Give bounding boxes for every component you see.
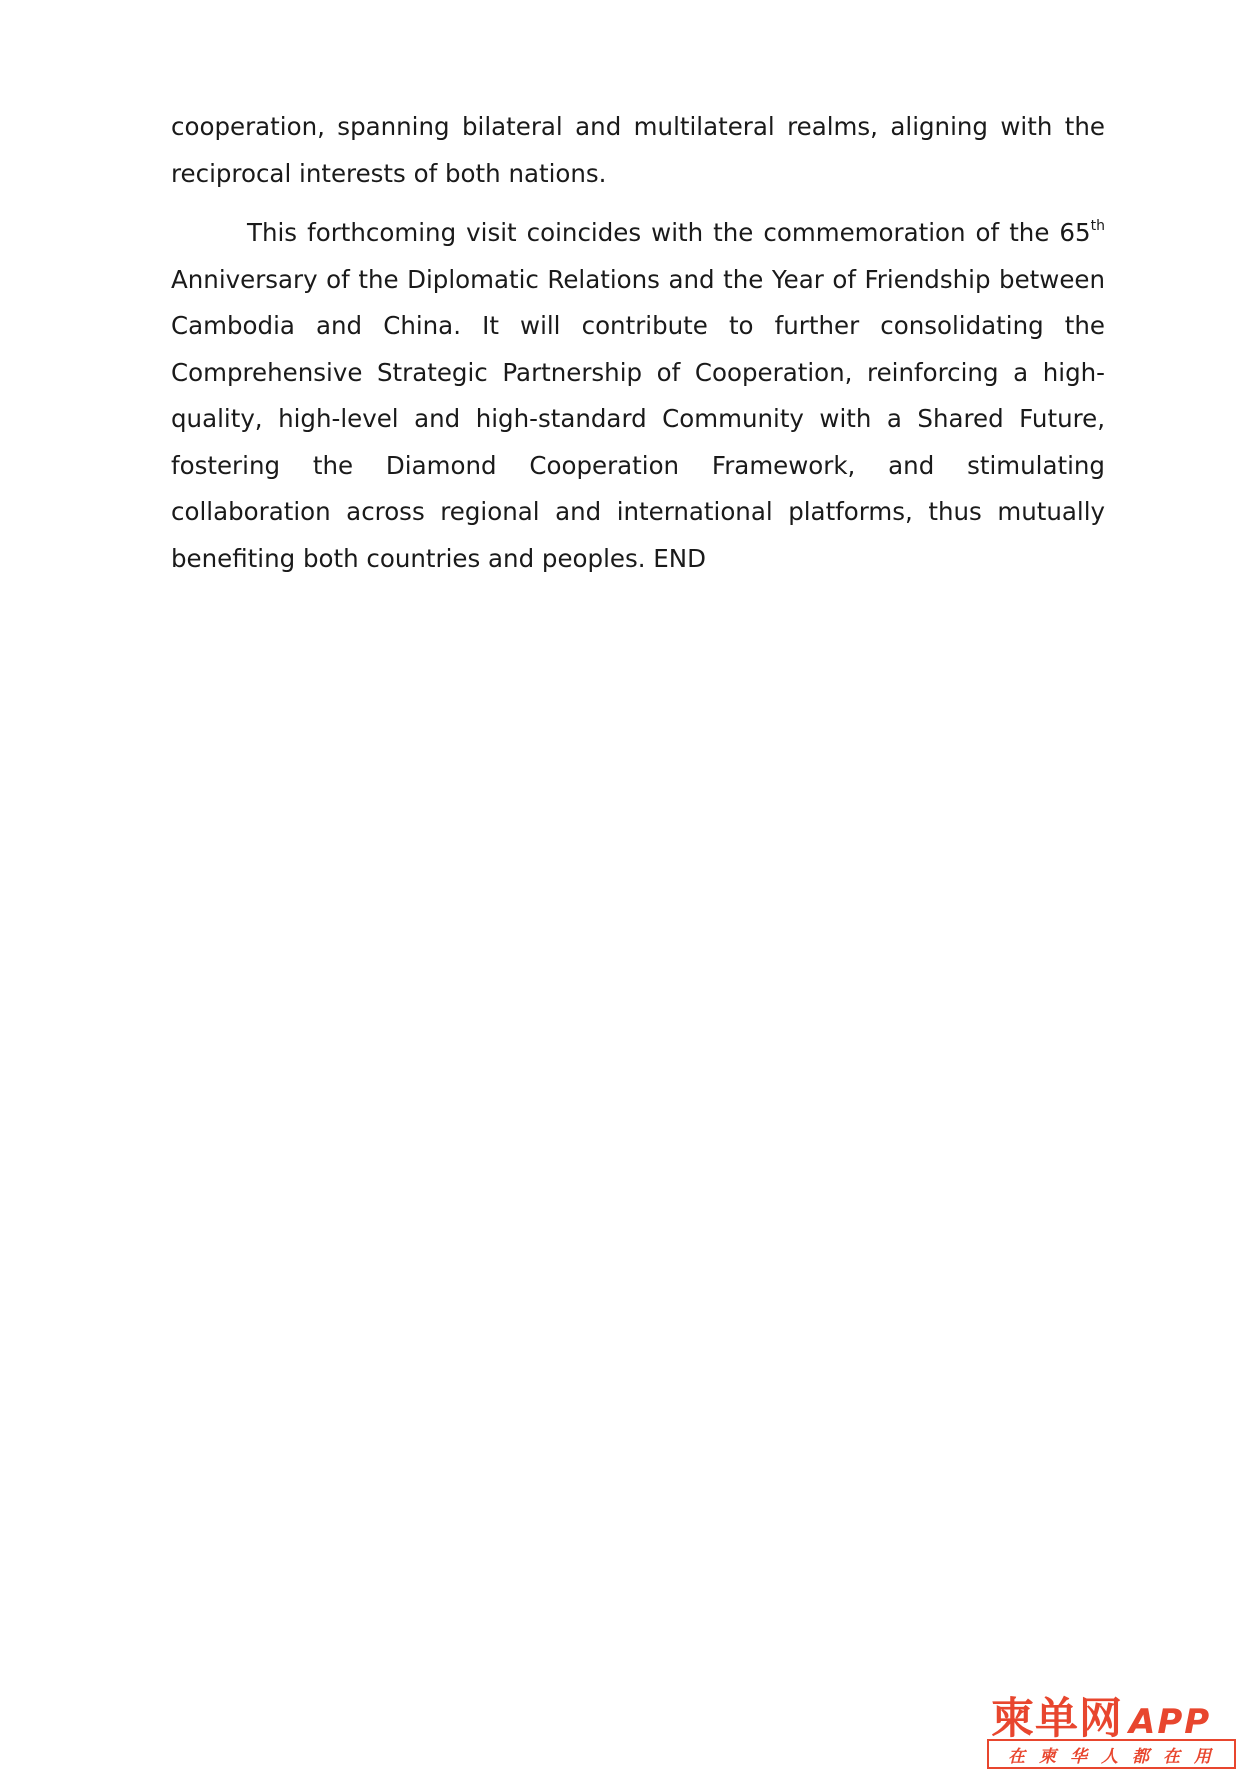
paragraph-continuation: cooperation, spanning bilateral and multilateral realms, aligning with the reciprocal interests of both nations. [171,112,1105,188]
app-watermark-logo [987,1683,1242,1775]
ordinal-superscript: th [1090,217,1105,234]
paragraph-visit [171,210,1105,582]
watermark-brand: 柬单网 [991,1694,1123,1744]
watermark-app-label: APP [1129,1702,1212,1742]
document-body [171,104,1105,582]
watermark-slogan-box [987,1739,1236,1769]
watermark-slogan: 在柬华人都在用 [1008,1746,1225,1767]
paragraph-visit-text-end: Anniversary of the Diplomatic Relations and the Year of Friendship between Cambodia and China. It will contribute to further consolidating the Comprehensive Strategic Partnership of Cooperation, reinforcing a high-quality, high-level and high-standard Community with a Shared Future, fostering the Diamond Cooperation Framework, and stimulating collaboration across regional and international platforms, thus mutually benefiting both countries and peoples. END [171,264,1105,573]
paragraph-visit-text-start: This forthcoming visit coincides with the commemoration of the 65 [247,218,1091,247]
watermark-title [991,1685,1212,1744]
